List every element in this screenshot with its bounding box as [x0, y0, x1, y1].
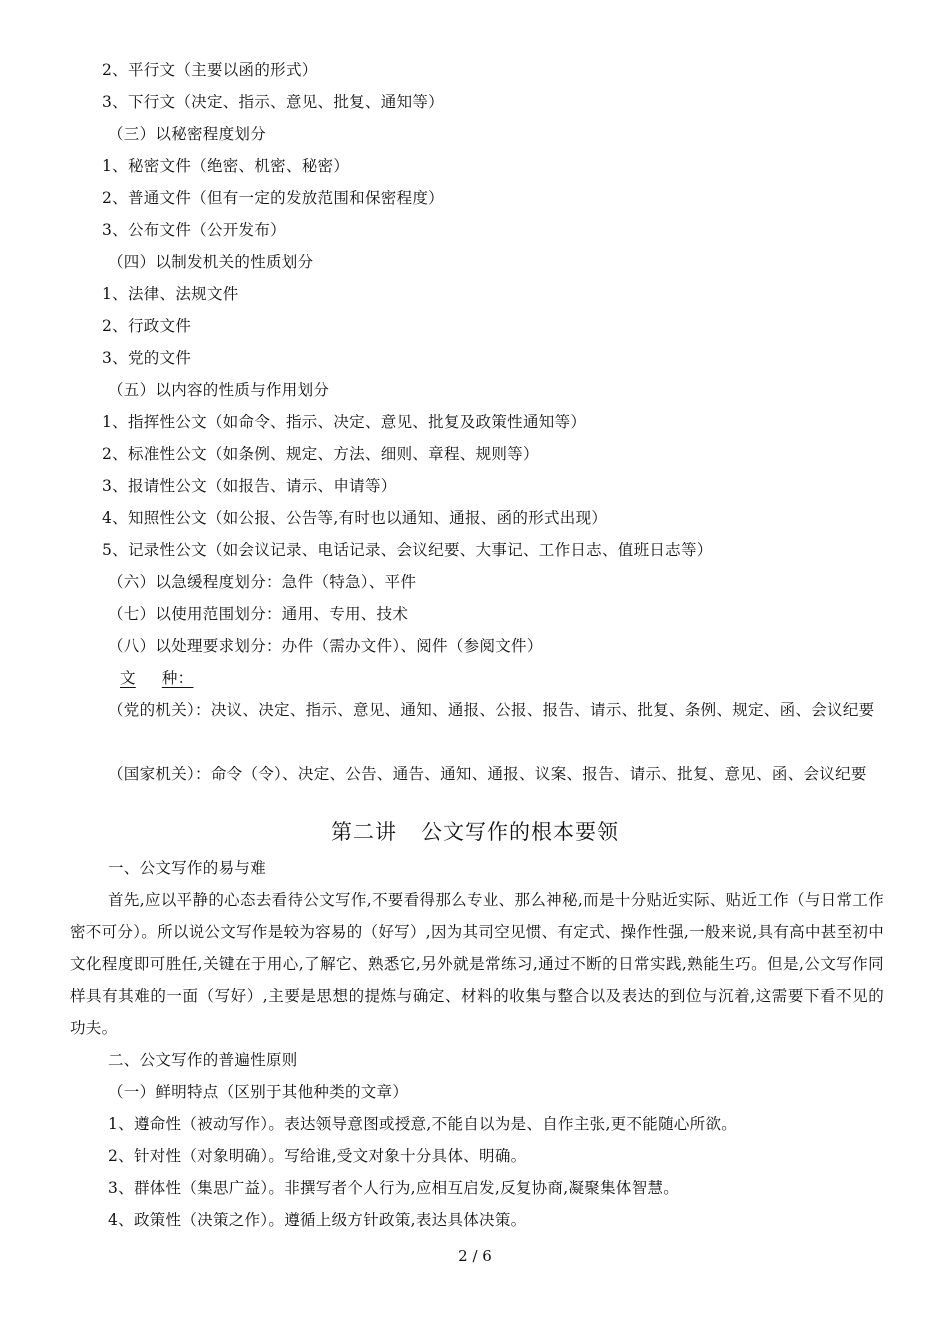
- list-item: 3、公布文件（公开发布）: [102, 221, 286, 239]
- list-item: 2、平行文（主要以函的形式）: [102, 61, 318, 79]
- list-item: 2、标准性公文（如条例、规定、方法、细则、章程、规则等）: [102, 445, 539, 463]
- section1-paragraph: [70, 884, 884, 1044]
- subheading: （八）以处理要求划分：办件（需办文件）、阅件（参阅文件）: [108, 637, 543, 655]
- section-title: 一、公文写作的易与难: [108, 859, 267, 877]
- party-organs-paragraph: [70, 694, 884, 726]
- subheading: （七）以使用范围划分：通用、专用、技术: [108, 605, 409, 623]
- list-item: 4、政策性（决策之作）。遵循上级方针政策,表达具体决策。: [108, 1211, 527, 1229]
- party-organs-text: （党的机关）：决议、决定、指示、意见、通知、通报、公报、报告、请示、批复、条例、规定、函、会议纪要: [108, 701, 875, 719]
- list-item: 1、遵命性（被动写作）。表达领导意图或授意,不能自以为是、自作主张,更不能随心所欲。: [108, 1115, 738, 1133]
- list-item: 3、报请性公文（如报告、请示、申请等）: [102, 477, 397, 495]
- subheading: （一）鲜明特点（区别于其他种类的文章）: [108, 1083, 409, 1101]
- state-organs-text: （国家机关）：命令（令）、决定、公告、通告、通知、通报、议案、报告、请示、批复、意见、函、会议纪要: [108, 765, 867, 783]
- list-item: 2、针对性（对象明确）。写给谁,受文对象十分具体、明确。: [108, 1147, 527, 1165]
- list-item: 5、记录性公文（如会议记录、电话记录、会议纪要、大事记、工作日志、值班日志等）: [102, 541, 713, 559]
- subheading: （五）以内容的性质与作用划分: [108, 381, 330, 399]
- document-types-label-part1: 文: [120, 669, 136, 687]
- list-item: 3、党的文件: [102, 349, 192, 367]
- document-types-label-part2: 种：: [161, 669, 194, 687]
- subheading: （三）以秘密程度划分: [108, 125, 267, 143]
- page-number: 2 / 6: [458, 1247, 492, 1265]
- list-item: 4、知照性公文（如公报、公告等,有时也以通知、通报、函的形式出现）: [102, 509, 608, 527]
- document-types-label: [120, 668, 193, 688]
- list-item: 1、法律、法规文件: [102, 285, 239, 303]
- list-item: 2、普通文件（但有一定的发放范围和保密程度）: [102, 189, 444, 207]
- list-item: 3、群体性（集思广益）。非撰写者个人行为,应相互启发,反复协商,凝聚集体智慧。: [108, 1179, 680, 1197]
- subheading: （四）以制发机关的性质划分: [108, 253, 314, 271]
- lecture-heading: [0, 818, 950, 846]
- section1-text: 首先,应以平静的心态去看待公文写作,不要看得那么专业、那么神秘,而是十分贴近实际、贴近工作（与日常工作密不可分）。所以说公文写作是较为容易的（好写）,因为其司空见惯、有定式、操作性强,一般来说,具有高中甚至初中文化程度即可胜任,关键在于用心,了解它、熟悉它,另外就是常练习,通过不断的日常实践,熟能生巧。但是,公文写作同样具有其难的一面（写好）,主要是思想的提炼与确定、材料的收集与整合以及表达的到位与沉着,这需要下看不见的功夫。: [70, 891, 884, 1037]
- list-item: 3、下行文（决定、指示、意见、批复、通知等）: [102, 93, 444, 111]
- list-item: 2、行政文件: [102, 317, 192, 335]
- lecture-heading-number: 第二讲: [331, 820, 397, 844]
- state-organs-paragraph: [70, 758, 884, 790]
- lecture-heading-title: 公文写作的根本要领: [421, 820, 619, 844]
- list-item: 1、指挥性公文（如命令、指示、决定、意见、批复及政策性通知等）: [102, 413, 587, 431]
- list-item: 1、秘密文件（绝密、机密、秘密）: [102, 157, 350, 175]
- subheading: （六）以急缓程度划分：急件（特急）、平件: [108, 573, 417, 591]
- section-title: 二、公文写作的普遍性原则: [108, 1051, 298, 1069]
